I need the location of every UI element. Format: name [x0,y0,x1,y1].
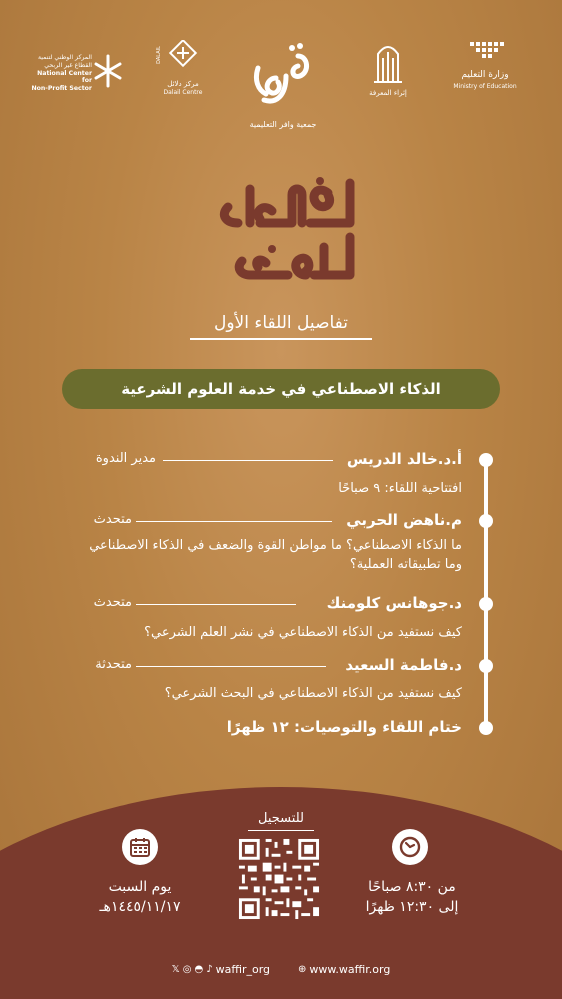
timeline-bar [484,459,488,729]
x-icon[interactable]: 𝕏 [171,964,180,975]
moe-logo [440,40,530,100]
waffir-caption: جمعية وافر التعليمية [249,120,317,129]
agenda-divider [163,460,333,461]
agenda-role: متحدث [93,595,132,610]
agenda-desc: افتتاحية اللقاء: ٩ صباحًا [338,481,462,496]
agenda-name: د.فاطمة السعيد [345,656,462,674]
timeline-dot [479,721,493,735]
timeline-dot [479,453,493,467]
agenda-desc: ما الذكاء الاصطناعي؟ ما مواطن القوة والضعف في الذكاء الاصطناعي وما تطبيقاته العملية؟ [89,538,462,572]
qr-code-icon[interactable] [236,836,322,922]
moe-en: Ministry of Education [453,83,517,90]
npo-center-logo [26,52,126,96]
agenda-divider [136,604,296,605]
social-links[interactable] [172,963,270,976]
timeline-dot [479,597,493,611]
social-handle[interactable]: waffir_org [215,963,271,976]
npo-line-4: Non-Profit Sector [31,85,92,92]
time-from: من ٨:٣٠ صباحًا [368,879,456,895]
event-day: يوم السبت [108,879,172,895]
agenda-role: مدير الندوة [95,451,156,466]
footer [0,963,562,976]
moe-ar: وزارة التعليم [461,70,509,80]
agenda-name: د.جوهانس كلومنك [326,594,462,612]
globe-icon: ⊕ [298,964,307,975]
npo-line-3: National Center for [37,69,92,85]
event-date: ١٤٤٥/١١/١٧هـ [99,899,181,915]
agenda-role: متحدث [93,512,132,527]
website-link[interactable] [298,963,390,976]
agenda-desc: كيف نستفيد من الذكاء الاصطناعي في البحث الشرعي؟ [164,686,462,701]
timeline-dot [479,659,493,673]
npo-line-1: المركز الوطني لتنمية [37,54,92,61]
instagram-icon[interactable]: ◎ [182,964,192,975]
dalail-tag: DALAIL [156,46,162,64]
dalail-logo [158,40,208,100]
ithraa-text: إثراء المعرفة [369,89,407,97]
dalail-mark-icon [168,40,198,70]
website-text[interactable]: www.waffir.org [309,963,391,976]
agenda-role: متحدثة [95,657,132,672]
npo-line-2: القطاع غير الربحي [44,61,92,69]
ithraa-building-icon [372,40,404,84]
waffir-logo-icon [246,38,320,118]
subtitle-underline [190,338,372,340]
agenda-desc: كيف نستفيد من الذكاء الاصطناعي في نشر العلم الشرعي؟ [144,625,462,640]
agenda-divider [136,521,332,522]
moe-dots-icon [468,40,510,64]
tiktok-icon[interactable]: ♪ [206,964,213,975]
topic-pill: الذكاء الاصطناعي في خدمة العلوم الشرعية [62,369,500,409]
subtitle: تفاصيل اللقاء الأول [213,313,349,333]
agenda-divider [136,666,326,667]
register-underline [248,830,314,831]
calendar-icon [122,829,158,865]
ithraa-logo [366,40,410,102]
agenda-name: م.ناهض الحربي [346,511,462,529]
time-to: إلى ١٢:٣٠ ظهرًا [365,899,459,915]
timeline-dot [479,514,493,528]
dalail-ar: مركز دلائل [167,80,199,88]
snapchat-icon[interactable]: ◓ [194,964,204,975]
title-calligraphy-icon [210,175,360,285]
dalail-en: Dalail Centre [163,89,203,96]
clock-icon [392,829,428,865]
agenda-name: أ.د.خالد الدريس [346,450,462,468]
register-label: للتسجيل [258,811,304,826]
closing-text: ختام اللقاء والتوصيات: ١٢ ظهرًا [226,718,462,736]
npo-star-icon [94,54,122,88]
